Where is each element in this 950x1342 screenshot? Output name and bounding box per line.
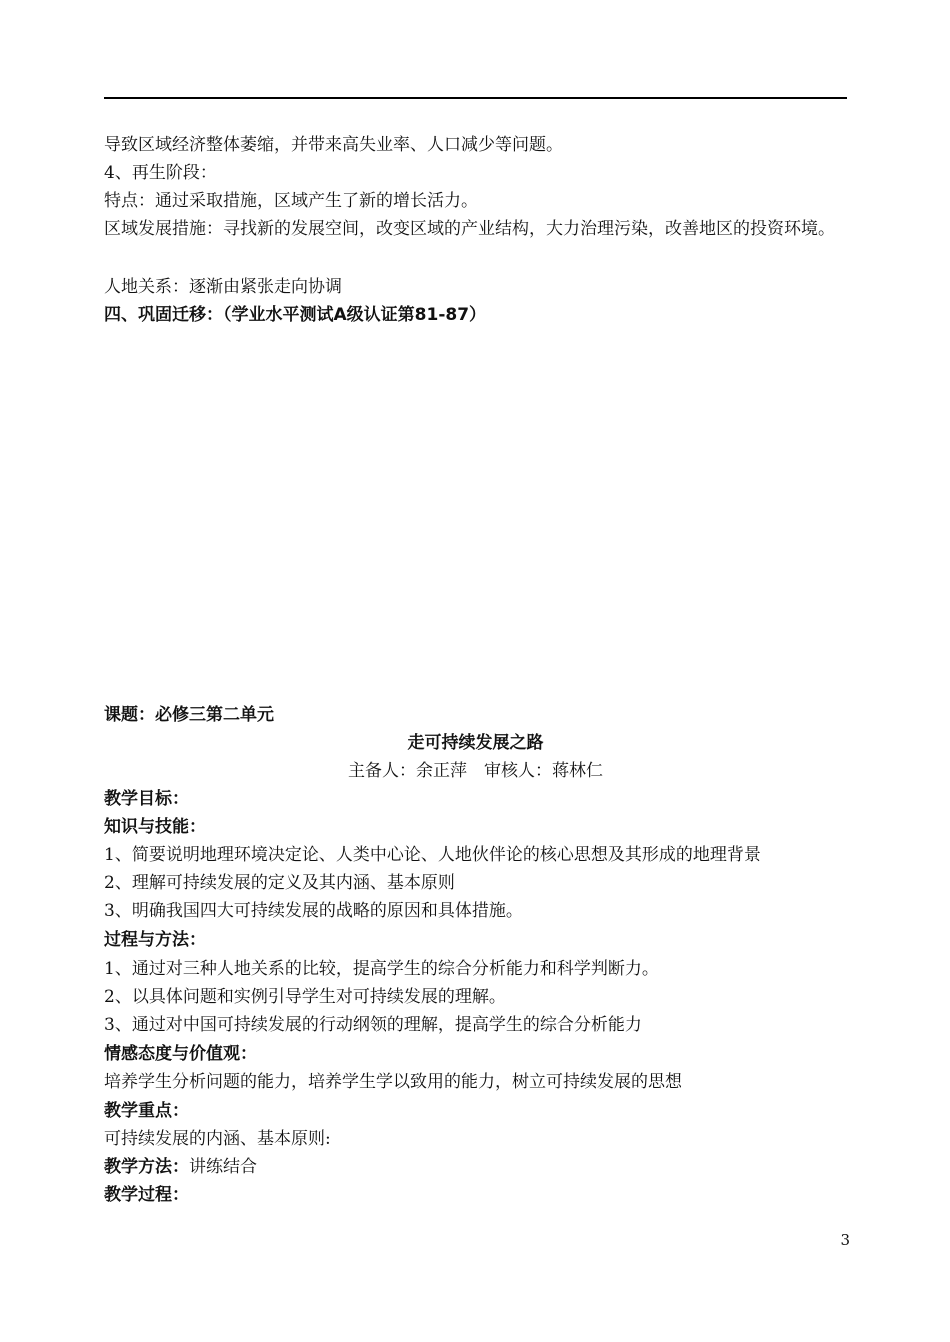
- method-value: 讲练结合: [189, 1157, 257, 1177]
- lesson-authors: 主备人：余正萍 审核人：蒋林仁: [348, 761, 603, 781]
- emotion-heading: 情感态度与价值观：: [104, 1044, 257, 1064]
- stage-heading: 4、再生阶段：: [104, 163, 217, 183]
- paragraph-line: 培养学生分析问题的能力，培养学生学以致用的能力，树立可持续发展的思想: [104, 1072, 682, 1092]
- lesson-topic: 课题：必修三第二单元: [104, 705, 274, 725]
- header-rule: [104, 97, 847, 99]
- page-number: 3: [840, 1231, 850, 1249]
- list-item: 1、简要说明地理环境决定论、人类中心论、人地伙伴论的核心思想及其形成的地理背景: [104, 845, 761, 865]
- method-heading: 教学方法：: [104, 1157, 189, 1177]
- teaching-process-heading: 教学过程：: [104, 1185, 189, 1205]
- paragraph-line: 特点：通过采取措施，区域产生了新的增长活力。: [104, 191, 478, 211]
- paragraph-measures: 区域发展措施：寻找新的发展空间，改变区域的产业结构，大力治理污染，改善地区的投资环境。: [104, 219, 835, 239]
- goals-heading: 教学目标：: [104, 789, 189, 809]
- list-item: 2、以具体问题和实例引导学生对可持续发展的理解。: [104, 987, 506, 1007]
- knowledge-heading: 知识与技能：: [104, 817, 206, 837]
- lesson-title: 走可持续发展之路: [407, 733, 544, 753]
- method-line: [104, 1153, 257, 1181]
- list-item: 3、明确我国四大可持续发展的战略的原因和具体措施。: [104, 901, 523, 921]
- paragraph-line: 导致区域经济整体萎缩，并带来高失业率、人口减少等问题。: [104, 135, 563, 155]
- section-heading: 四、巩固迁移：（学业水平测试A级认证第81-87）: [104, 305, 487, 325]
- focus-heading: 教学重点：: [104, 1101, 189, 1121]
- list-item: 1、通过对三种人地关系的比较，提高学生的综合分析能力和科学判断力。: [104, 959, 659, 979]
- paragraph-line: 可持续发展的内涵、基本原则:: [104, 1129, 331, 1149]
- paragraph-line: 人地关系：逐渐由紧张走向协调: [104, 277, 342, 297]
- list-item: 2、理解可持续发展的定义及其内涵、基本原则: [104, 873, 455, 893]
- list-item: 3、通过对中国可持续发展的行动纲领的理解，提高学生的综合分析能力: [104, 1015, 642, 1035]
- process-heading: 过程与方法：: [104, 930, 206, 950]
